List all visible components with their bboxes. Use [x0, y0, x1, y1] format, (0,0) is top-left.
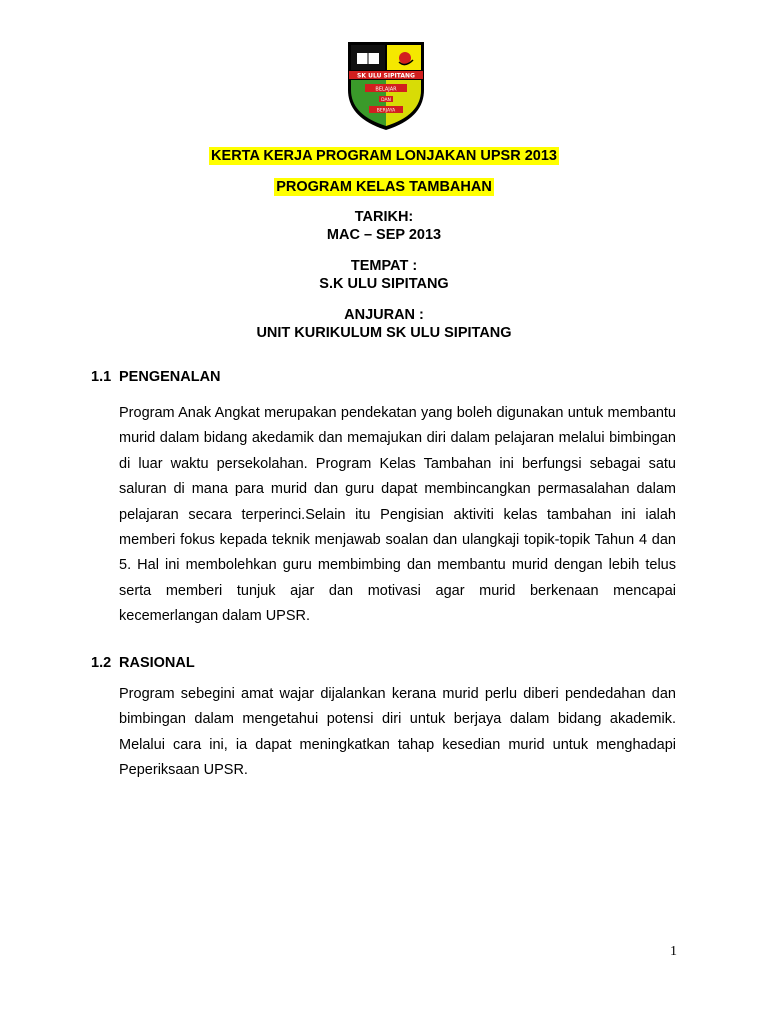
school-crest-logo — [345, 40, 427, 132]
anjuran-block — [0, 306, 768, 342]
svg-text:BERJAYA: BERJAYA — [376, 108, 396, 114]
tarikh-label: TARIKH: — [354, 209, 414, 225]
document-title: KERTA KERJA PROGRAM LONJAKAN UPSR 2013 — [211, 148, 557, 164]
section-title: RASIONAL — [119, 655, 195, 671]
svg-text:SK ULU SIPITANG: SK ULU SIPITANG — [357, 72, 415, 80]
document-title-block — [0, 148, 768, 164]
anjuran-label: ANJURAN : — [344, 307, 424, 323]
document-subtitle-block — [0, 179, 768, 195]
document-subtitle: PROGRAM KELAS TAMBAHAN — [276, 179, 492, 195]
svg-text:BELAJAR: BELAJAR — [375, 86, 397, 93]
section-body-rasional: Program sebegini amat wajar dijalankan kerana murid perlu diberi pendedahan dan bimbingan dalam mengetahui potensi diri untuk berjaya dalam bidang akademik. Melalui cara ini, ia dapat meningkatkan tahap kesedian murid untuk menghadapi Peperiksaan UPSR. — [119, 686, 676, 779]
section-heading-pengenalan — [91, 369, 221, 385]
section-heading-rasional — [91, 655, 195, 671]
tarikh-value: MAC – SEP 2013 — [326, 227, 442, 243]
section-body-pengenalan: Program Anak Angkat merupakan pendekatan yang boleh digunakan untuk membantu murid dalam bidang akedamik dan memajukan diri dalam pelajaran melalui bimbingan di luar waktu persekolahan. Program Kelas Tambahan ini berfungsi sebagai satu saluran di mana para murid dan guru dapat membincangkan permasalahan dalam pelajaran secara terperinci.Selain itu Pengisian aktiviti kelas tambahan ini ialah memberi fokus kepada teknik menjawab soalan dan ulangkaji topik-topik Tahun 4 dan 5. Hal ini membolehkan guru membimbing dan membantu murid dengan lebih telus serta memberi tunjuk ajar dan motivasi agar murid berkenaan mencapai kecemerlangan dalam UPSR. — [119, 405, 676, 625]
section-number: 1.1 — [91, 369, 112, 385]
page-number: 1 — [670, 944, 677, 959]
svg-text:DAN: DAN — [381, 98, 391, 103]
tarikh-block — [0, 208, 768, 244]
tempat-label: TEMPAT : — [350, 258, 418, 274]
section-number: 1.2 — [91, 655, 112, 671]
tempat-block — [0, 257, 768, 293]
section-title: PENGENALAN — [119, 369, 221, 385]
tempat-value: S.K ULU SIPITANG — [319, 276, 449, 292]
anjuran-value: UNIT KURIKULUM SK ULU SIPITANG — [256, 325, 512, 341]
